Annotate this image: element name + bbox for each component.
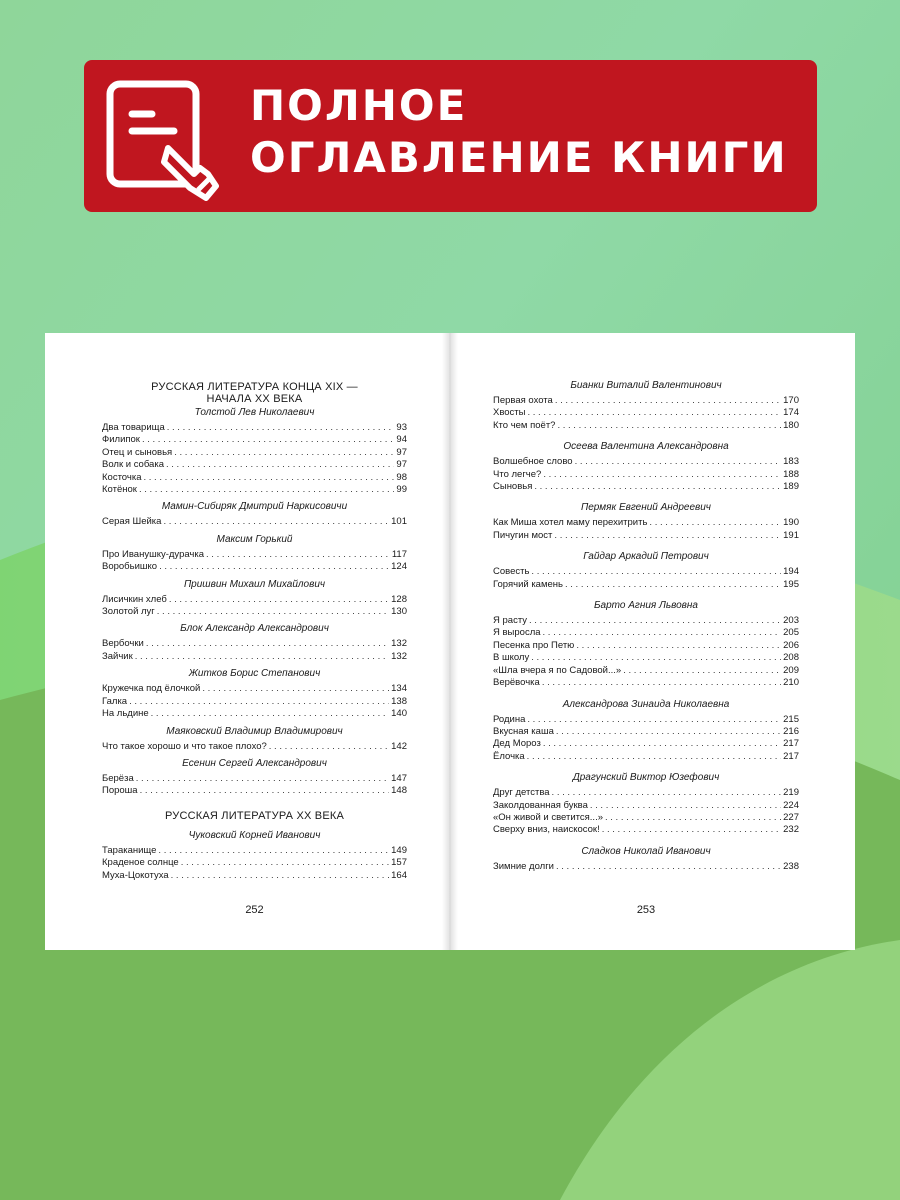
entry-page: 148 <box>391 785 407 797</box>
entry-page: 128 <box>391 593 407 605</box>
dot-leader <box>565 579 781 591</box>
dot-leader <box>552 787 782 799</box>
entry-page: 189 <box>783 481 799 493</box>
entry-title: Котёнок <box>102 484 137 496</box>
toc-entry <box>493 395 799 407</box>
dot-leader <box>649 517 781 529</box>
dot-leader <box>169 594 389 606</box>
dot-leader <box>590 800 781 812</box>
dot-leader <box>157 606 389 618</box>
entry-title: Друг детства <box>493 787 550 799</box>
entry-title: Верёвочка <box>493 677 540 689</box>
toc-entry <box>102 447 407 459</box>
entry-page: 147 <box>391 772 407 784</box>
dot-leader <box>171 870 389 882</box>
entry-title: Сверху вниз, наискосок! <box>493 824 600 836</box>
entry-page: 216 <box>783 725 799 737</box>
page-number: 253 <box>636 904 656 916</box>
toc-entry <box>493 530 799 542</box>
entry-title: «Шла вчера я по Садовой...» <box>493 664 622 676</box>
dot-leader <box>602 824 781 836</box>
toc-entry <box>102 683 407 695</box>
dot-leader <box>556 726 781 738</box>
entry-page: 94 <box>396 434 407 446</box>
banner-title <box>250 80 788 184</box>
entry-page: 238 <box>783 860 799 872</box>
toc-entry <box>102 845 407 857</box>
entry-title: Что легче? <box>493 468 542 480</box>
entry-title: Первая охота <box>493 395 553 406</box>
entry-page: 97 <box>396 446 407 458</box>
dot-leader <box>528 407 782 419</box>
author-heading: Александрова Зинаида Николаевна <box>562 698 730 710</box>
dot-leader <box>605 812 781 824</box>
toc-entry <box>493 640 799 652</box>
author-heading: Барто Агния Львовна <box>594 600 698 612</box>
entry-page: 124 <box>391 561 407 573</box>
dot-leader <box>529 615 781 627</box>
dot-leader <box>135 651 389 663</box>
toc-entry <box>493 469 799 481</box>
entry-page: 164 <box>391 869 407 881</box>
entry-title: Я расту <box>493 615 528 627</box>
dot-leader <box>543 469 781 481</box>
dot-leader <box>576 640 781 652</box>
entry-page: 188 <box>783 468 799 480</box>
dot-leader <box>166 459 394 471</box>
right-page <box>493 333 799 916</box>
dot-leader <box>531 566 781 578</box>
entry-page: 194 <box>783 566 799 578</box>
section-title: РУССКАЯ ЛИТЕРАТУРА КОНЦА XIX — <box>151 381 358 393</box>
entry-title: Заколдованная буква <box>493 799 588 811</box>
toc-entry <box>102 773 407 785</box>
entry-page: 209 <box>783 664 799 676</box>
dot-leader <box>557 420 781 432</box>
toc-entry <box>102 870 407 882</box>
entry-title: Волк и собака <box>102 459 164 471</box>
entry-page: 174 <box>783 407 799 419</box>
entry-page: 190 <box>783 517 799 529</box>
dot-leader <box>542 677 781 689</box>
entry-page: 130 <box>391 606 407 618</box>
toc-entry <box>493 738 799 750</box>
toc-entry <box>102 741 407 753</box>
entry-title: Вкусная каша <box>493 725 554 737</box>
dot-leader <box>556 861 781 873</box>
author-heading: Бианки Виталий Валентинович <box>570 380 722 391</box>
banner <box>84 60 817 212</box>
dot-leader <box>158 845 389 857</box>
book-spread <box>45 333 855 950</box>
entry-title: Серая Шейка <box>102 516 162 528</box>
entry-page: 170 <box>783 395 799 406</box>
author-heading: Осеева Валентина Александровна <box>563 441 729 453</box>
dot-leader <box>163 516 389 528</box>
author-heading: Есенин Сергей Александрович <box>182 757 327 769</box>
entry-page: 183 <box>783 456 799 468</box>
entry-title: Как Миша хотел маму перехитрить <box>493 517 648 529</box>
toc-entry <box>493 517 799 529</box>
entry-title: Кто чем поёт? <box>493 419 556 431</box>
entry-page: 208 <box>783 652 799 664</box>
entry-page: 191 <box>783 529 799 541</box>
dot-leader <box>142 434 394 446</box>
entry-title: Ёлочка <box>493 750 525 762</box>
entry-page: 117 <box>391 548 407 560</box>
toc-entry <box>102 594 407 606</box>
document-hand-icon <box>102 76 227 201</box>
author-heading: Сладков Николай Иванович <box>581 845 711 857</box>
entry-title: Косточка <box>102 471 142 483</box>
dot-leader <box>206 549 390 561</box>
dot-leader <box>143 472 394 484</box>
entry-title: Отец и сыновья <box>102 446 173 458</box>
dot-leader <box>146 638 389 650</box>
entry-page: 180 <box>783 419 799 431</box>
author-heading: Пермяк Евгений Андреевич <box>581 502 711 514</box>
author-heading: Мамин-Сибиряк Дмитрий Наркисовичи <box>161 501 348 513</box>
entry-page: 206 <box>783 639 799 651</box>
banner-title-line1: ПОЛНОЕ <box>250 81 468 130</box>
author-heading: Маяковский Владимир Владимирович <box>166 725 343 737</box>
entry-page: 132 <box>391 638 407 650</box>
dot-leader <box>136 773 389 785</box>
toc-entry <box>493 726 799 738</box>
toc-entry <box>102 638 407 650</box>
entry-page: 195 <box>783 578 799 590</box>
entry-title: Совесть <box>493 566 530 578</box>
entry-title: Два товарища <box>102 422 165 433</box>
entry-title: Хвосты <box>493 407 526 419</box>
entry-page: 134 <box>391 683 407 695</box>
dot-leader <box>167 422 395 434</box>
toc-entry <box>493 566 799 578</box>
dot-leader <box>159 561 389 573</box>
toc-entry <box>102 484 407 496</box>
toc-entry <box>493 800 799 812</box>
toc-entry <box>493 677 799 689</box>
dot-leader <box>623 665 781 677</box>
toc-entry <box>493 812 799 824</box>
entry-title: Родина <box>493 713 526 725</box>
left-page <box>102 333 407 916</box>
toc-entry <box>102 696 407 708</box>
dot-leader <box>527 751 781 763</box>
entry-page: 138 <box>391 695 407 707</box>
author-heading: Житков Борис Степанович <box>188 668 321 680</box>
author-heading: Максим Горький <box>216 533 293 545</box>
toc-entry <box>493 824 799 836</box>
dot-leader <box>527 714 781 726</box>
author-heading: Драгунский Виктор Юзефович <box>572 772 720 784</box>
toc-entry <box>102 549 407 561</box>
toc-entry <box>102 459 407 471</box>
dot-leader <box>174 447 394 459</box>
toc-entry <box>493 652 799 664</box>
toc-entry <box>102 708 407 720</box>
toc-entry <box>102 516 407 528</box>
entry-title: Лисичкин хлеб <box>102 593 167 605</box>
entry-title: Галка <box>102 695 128 707</box>
author-heading: Чуковский Корней Иванович <box>188 829 321 841</box>
entry-page: 149 <box>391 844 407 856</box>
entry-title: Я выросла <box>493 627 541 639</box>
dot-leader <box>129 696 389 708</box>
entry-title: Золотой луг <box>102 606 155 618</box>
dot-leader <box>555 395 781 407</box>
book-spine <box>442 333 458 950</box>
dot-leader <box>534 481 781 493</box>
section-title: НАЧАЛА XX ВЕКА <box>206 393 303 405</box>
entry-title: Пороша <box>102 785 138 797</box>
entry-page: 205 <box>783 627 799 639</box>
entry-title: Муха-Цокотуха <box>102 869 169 881</box>
toc-entry <box>493 665 799 677</box>
toc-entry <box>493 615 799 627</box>
entry-title: В школу <box>493 652 530 664</box>
entry-title: Дед Мороз <box>493 738 541 750</box>
page-number: 252 <box>245 904 264 916</box>
toc-entry <box>493 456 799 468</box>
toc-entry <box>493 787 799 799</box>
entry-title: «Он живой и светится...» <box>493 811 603 823</box>
toc-entry <box>493 627 799 639</box>
toc-entry <box>493 407 799 419</box>
toc-entry <box>102 472 407 484</box>
entry-page: 219 <box>783 787 799 799</box>
entry-page: 210 <box>783 677 799 689</box>
dot-leader <box>151 708 389 720</box>
entry-page: 217 <box>783 738 799 750</box>
dot-leader <box>139 484 394 496</box>
entry-page: 140 <box>391 708 407 720</box>
section-title: РУССКАЯ ЛИТЕРАТУРА XX ВЕКА <box>164 809 345 822</box>
toc-entry <box>102 422 407 434</box>
entry-title: Зимние долги <box>493 860 554 872</box>
entry-title: Тараканище <box>102 844 157 856</box>
entry-title: Берёза <box>102 772 134 784</box>
toc-entry <box>493 714 799 726</box>
dot-leader <box>269 741 389 753</box>
entry-title: Волшебное слово <box>493 456 573 468</box>
toc-entry <box>102 651 407 663</box>
entry-title: Что такое хорошо и что такое плохо? <box>102 740 267 752</box>
entry-page: 217 <box>783 750 799 762</box>
entry-page: 227 <box>783 811 799 823</box>
entry-page: 93 <box>396 422 407 433</box>
entry-title: Сыновья <box>493 481 533 493</box>
dot-leader <box>554 530 781 542</box>
dot-leader <box>575 456 782 468</box>
dot-leader <box>140 785 390 797</box>
toc-entry <box>102 561 407 573</box>
author-heading: Толстой Лев Николаевич <box>194 407 315 418</box>
toc-entry <box>102 434 407 446</box>
banner-title-line2: ОГЛАВЛЕНИЕ КНИГИ <box>250 133 788 182</box>
entry-title: Краденое солнце <box>102 857 179 869</box>
entry-page: 224 <box>783 799 799 811</box>
dot-leader <box>202 683 389 695</box>
entry-page: 157 <box>391 857 407 869</box>
dot-leader <box>531 652 781 664</box>
entry-page: 97 <box>396 459 407 471</box>
toc-entry <box>102 857 407 869</box>
entry-page: 215 <box>783 713 799 725</box>
entry-title: Горячий камень <box>493 578 563 590</box>
dot-leader <box>181 857 389 869</box>
toc-entry <box>493 861 799 873</box>
toc-entry <box>493 751 799 763</box>
entry-title: Вербочки <box>102 638 144 650</box>
author-heading: Блок Александр Александрович <box>180 623 329 635</box>
entry-page: 101 <box>391 516 407 528</box>
entry-title: Филипок <box>102 434 140 446</box>
entry-title: Пичугин мост <box>493 529 553 541</box>
toc-entry <box>493 420 799 432</box>
entry-page: 232 <box>783 824 799 836</box>
entry-title: Кружечка под ёлочкой <box>102 683 201 695</box>
toc-entry <box>102 606 407 618</box>
toc-entry <box>493 481 799 493</box>
toc-entry <box>102 785 407 797</box>
entry-title: На льдине <box>102 708 149 720</box>
toc-entry <box>493 579 799 591</box>
dot-leader <box>543 627 782 639</box>
author-heading: Пришвин Михаил Михайлович <box>183 578 326 590</box>
dot-leader <box>543 738 781 750</box>
entry-page: 98 <box>396 471 407 483</box>
author-heading: Гайдар Аркадий Петрович <box>583 551 709 563</box>
entry-title: Про Иванушку-дурачка <box>102 548 205 560</box>
entry-page: 132 <box>391 650 407 662</box>
entry-page: 142 <box>391 740 407 752</box>
entry-page: 99 <box>396 484 407 496</box>
entry-title: Воробьишко <box>102 561 158 573</box>
entry-title: Песенка про Петю <box>493 639 575 651</box>
entry-title: Зайчик <box>102 650 133 662</box>
entry-page: 203 <box>783 615 799 627</box>
